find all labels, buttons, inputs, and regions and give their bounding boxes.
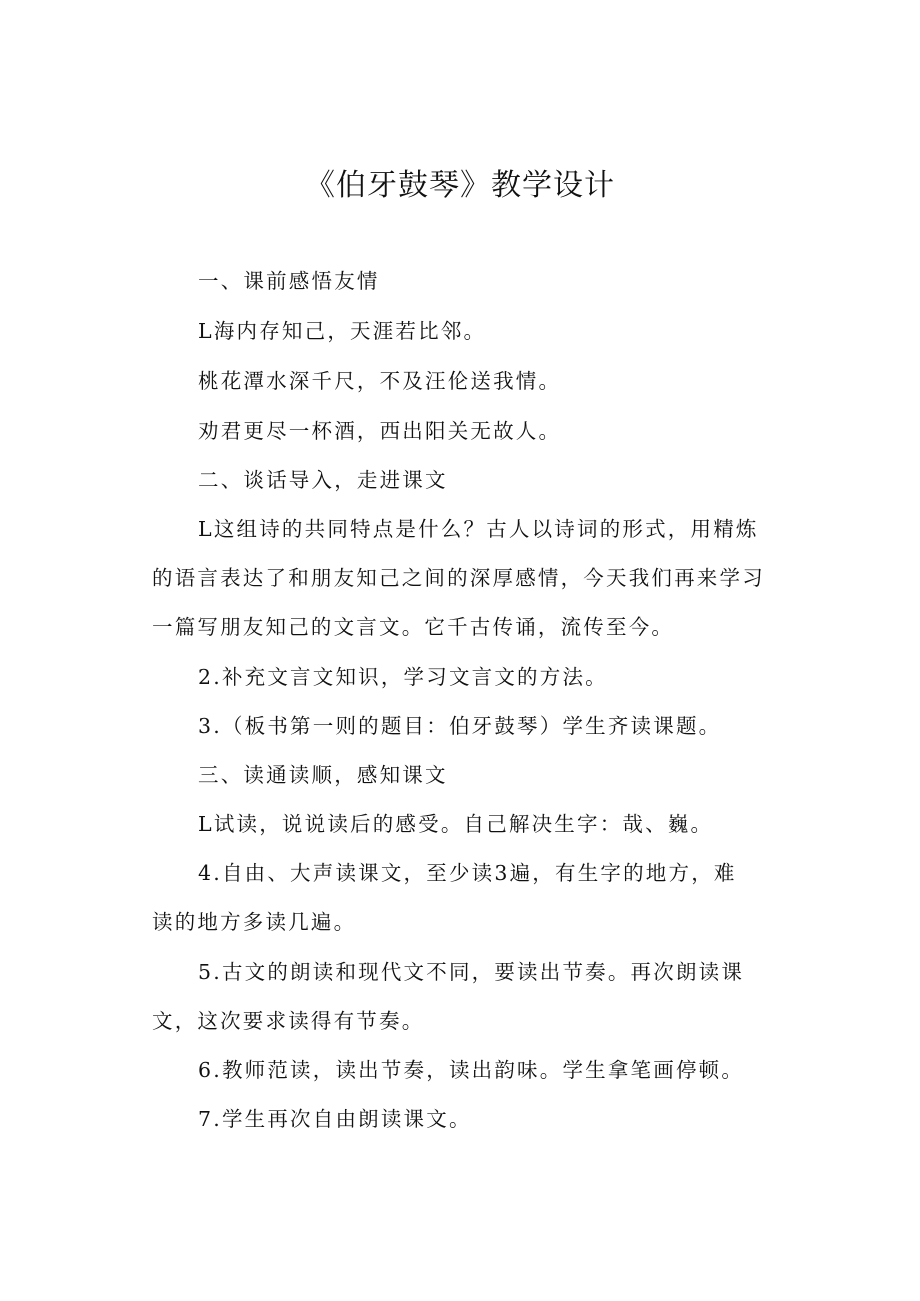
list-item-4-cont: 读的地方多读几遍。	[152, 910, 357, 934]
paragraph-line: 一篇写朋友知己的文言文。它千古传诵，流传至今。	[152, 615, 675, 639]
list-item-2: 2.补充文言文知识，学习文言文的方法。	[198, 665, 608, 689]
list-item-5: 5.古文的朗读和现代文不同，要读出节奏。再次朗读课	[198, 960, 745, 984]
list-item-4: 4.自由、大声读课文，至少读3遍，有生字的地方，难	[198, 861, 737, 885]
list-item-3: 3.（板书第一则的题目：伯牙鼓琴）学生齐读课题。	[198, 714, 722, 738]
list-item-5-cont: 文，这次要求读得有节奏。	[152, 1009, 425, 1033]
section-heading-2: 二、谈话导入，走进课文	[198, 468, 448, 492]
section-heading-3: 三、读通读顺，感知课文	[198, 763, 448, 787]
document-title: 《伯牙鼓琴》教学设计	[305, 168, 615, 203]
poem-line-1: L海内存知己，天涯若比邻。	[198, 319, 487, 343]
paragraph-line: 的语言表达了和朋友知己之间的深厚感情，今天我们再来学习	[152, 566, 765, 590]
paragraph-line: L这组诗的共同特点是什么？古人以诗词的形式，用精炼	[198, 517, 759, 541]
poem-line-3: 劝君更尽一杯酒，西出阳关无故人。	[198, 419, 562, 443]
poem-line-2: 桃花潭水深千尺，不及汪伦送我情。	[198, 369, 562, 393]
list-item-1: L试读，说说读后的感受。自己解决生字：哉、巍。	[198, 812, 714, 836]
section-heading-1: 一、课前感悟友情	[198, 269, 380, 293]
list-item-6: 6.教师范读，读出节奏，读出韵味。学生拿笔画停顿。	[198, 1058, 745, 1082]
list-item-7: 7.学生再次自由朗读课文。	[198, 1107, 472, 1131]
